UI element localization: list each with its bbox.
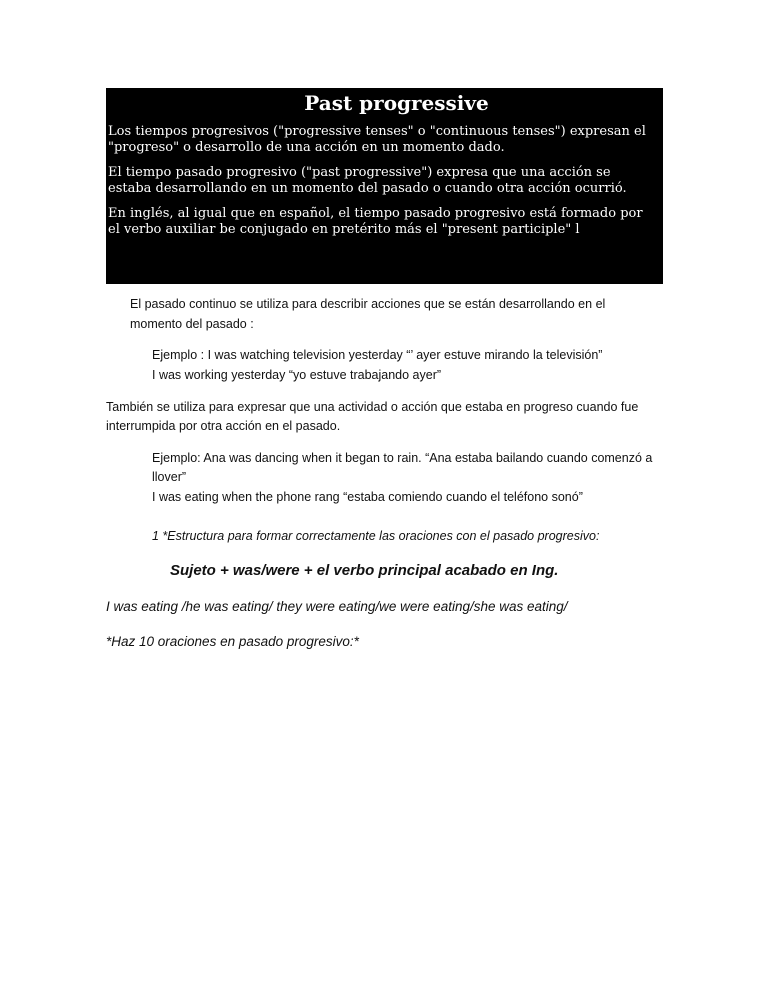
box-title: Past progressive bbox=[304, 91, 489, 115]
structure-heading: 1 *Estructura para formar correctamente las oraciones con el pasado progresivo: bbox=[152, 529, 600, 543]
box-paragraph-3: En inglés, al igual que en español, el tiempo pasado progresivo está formado por el verbo auxiliar be conjugado en pretérito más el "present participle" l bbox=[108, 206, 643, 237]
conjugation-line: I was eating /he was eating/ they were eating/we were eating/she was eating/ bbox=[106, 599, 568, 614]
exercise-instruction: *Haz 10 oraciones en pasado progresivo:* bbox=[106, 634, 359, 649]
box-paragraph-1: Los tiempos progresivos ("progressive tenses" o "continuous tenses") expresan el "progreso" o desarrollo de una acción en un momento dado. bbox=[108, 124, 646, 155]
also-line-2: interrumpida por otra acción en el pasado. bbox=[106, 419, 341, 433]
formula: Sujeto + was/were + el verbo principal acabado en Ing. bbox=[170, 562, 559, 579]
example-1-line-1: Ejemplo : I was watching television yesterday “’ ayer estuve mirando la televisión” bbox=[152, 348, 603, 362]
intro-line-1: El pasado continuo se utiliza para describir acciones que se están desarrollando en el bbox=[130, 297, 606, 311]
example-1-line-2: I was working yesterday “yo estuve trabajando ayer” bbox=[152, 368, 442, 382]
example-2-line-2: llover” bbox=[152, 470, 187, 484]
also-line-1: También se utiliza para expresar que una actividad o acción que estaba en progreso cuando fue bbox=[106, 400, 639, 414]
box-paragraph-2: El tiempo pasado progresivo ("past progressive") expresa que una acción se estaba desarrollando en un momento del pasado o cuando otra acción ocurrió. bbox=[108, 165, 627, 196]
example-2-line-1: Ejemplo: Ana was dancing when it began to rain. “Ana estaba bailando cuando comenzó a bbox=[152, 451, 653, 465]
header-box bbox=[106, 88, 663, 284]
example-2-line-3: I was eating when the phone rang “estaba comiendo cuando el teléfono sonó” bbox=[152, 490, 583, 504]
intro-line-2: momento del pasado : bbox=[130, 317, 254, 331]
